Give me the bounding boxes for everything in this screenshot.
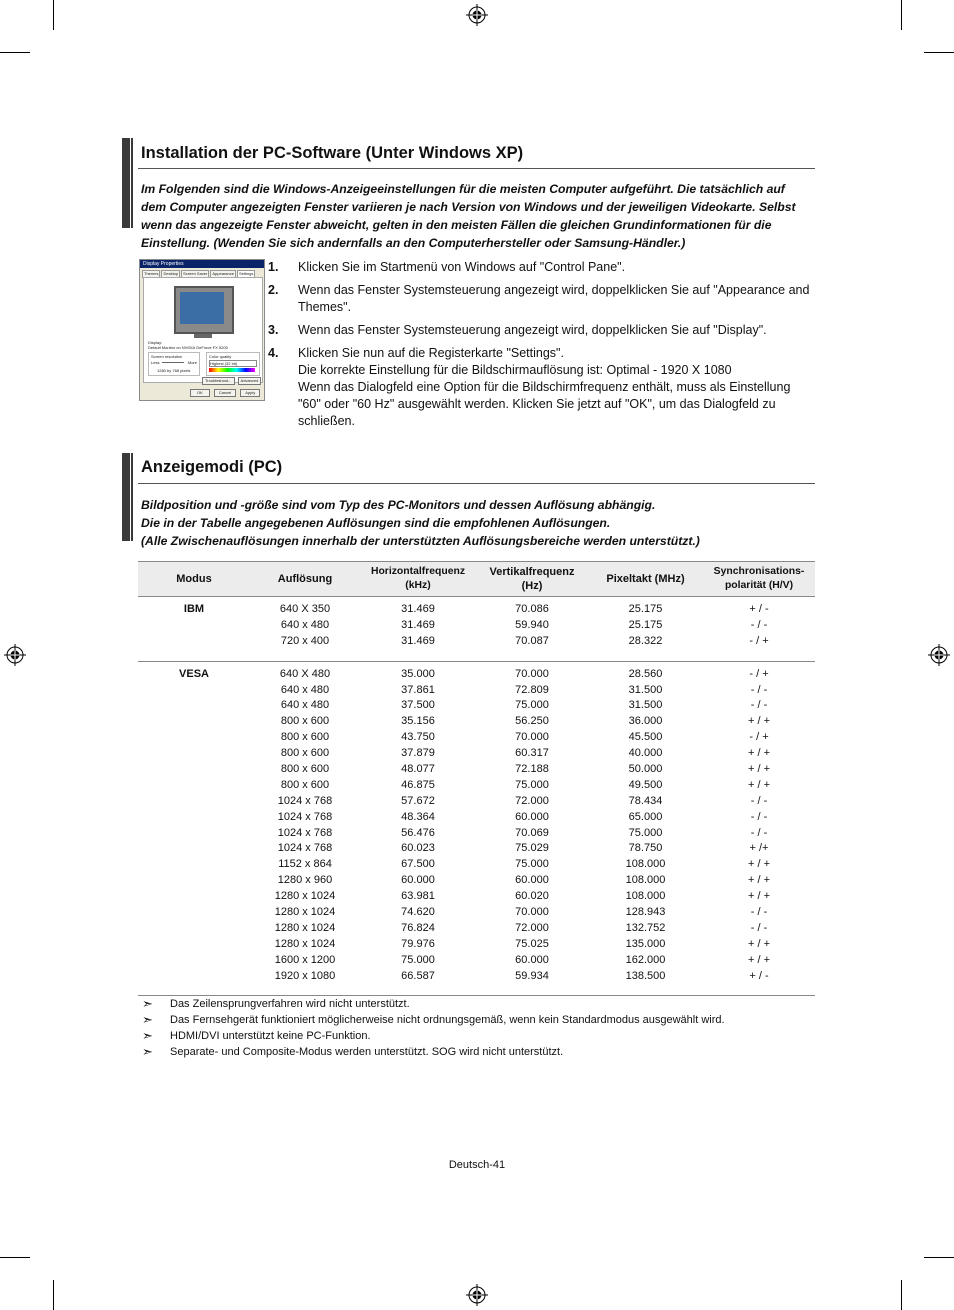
dialog-tab: Appearance: [212, 271, 234, 276]
crop-mark: [924, 1257, 954, 1258]
table-cell: 72.000: [515, 921, 549, 934]
registration-mark-icon: [4, 644, 26, 666]
table-cell: 800 x 600: [280, 747, 330, 760]
table-cell: 135.000: [625, 937, 666, 950]
display-modes-table: [138, 561, 815, 996]
notes-list: [142, 996, 725, 1060]
installation-steps: [268, 259, 816, 436]
table-cell: 108.000: [625, 874, 666, 887]
table-cell: - / -: [750, 906, 768, 919]
table-cell: 35.156: [401, 715, 435, 728]
table-cell: 640 x 480: [280, 618, 330, 631]
table-cell: 28.322: [628, 634, 663, 647]
table-cell: 57.672: [401, 794, 435, 807]
table-cell: 1280 x 1024: [274, 890, 336, 903]
registration-mark-icon: [466, 1284, 488, 1306]
table-cell: 31.469: [401, 634, 435, 647]
table-cell: 60.000: [515, 810, 549, 823]
table-cell: 162.000: [625, 953, 666, 966]
table-cell: 1920 x 1080: [274, 969, 336, 982]
table-cell: 63.981: [401, 890, 435, 903]
table-cell: 25.175: [628, 618, 663, 631]
intro-line: (Alle Zwischenauflösungen innerhalb der unterstützten Auflösungsbereiche werden unterstützt.): [141, 534, 700, 548]
crop-mark: [0, 1257, 30, 1258]
column-header: Pixeltakt (MHz): [588, 562, 703, 597]
note-item: [142, 1012, 725, 1028]
table-cell: 72.188: [515, 763, 549, 776]
table-cell: 59.934: [515, 969, 549, 982]
table-cell: 1280 x 1024: [274, 921, 336, 934]
table-cell: 75.000: [401, 953, 435, 966]
dialog-apply-button: Apply: [240, 389, 260, 397]
dialog-color-select: Highest (32 bit): [209, 360, 257, 367]
crop-mark: [0, 52, 30, 53]
mode-cell: [138, 597, 250, 662]
section-accent-bar: [122, 453, 130, 541]
table-cell: 36.000: [628, 715, 663, 728]
table-cell: 59.940: [515, 618, 549, 631]
table-cell: 800 x 600: [280, 715, 330, 728]
table-column-cell: [588, 597, 703, 662]
table-cell: 720 x 400: [280, 634, 330, 647]
step-text: Wenn das Fenster Systemsteuerung angezeigt wird, doppelklicken Sie auf "Display".: [298, 323, 767, 337]
table-cell: 1024 x 768: [277, 842, 333, 855]
table-cell: 75.025: [515, 937, 549, 950]
table-cell: 800 x 600: [280, 778, 330, 791]
table-cell: 66.587: [401, 969, 435, 982]
table-cell: 75.000: [628, 826, 663, 839]
section-title-installation: Installation der PC-Software (Unter Windows XP): [141, 144, 524, 162]
table-cell: 1600 x 1200: [274, 953, 336, 966]
arrow-icon: ➣: [142, 996, 153, 1011]
arrow-icon: ➣: [142, 1044, 153, 1059]
title-rule: [138, 168, 815, 169]
table-cell: 65.000: [628, 810, 663, 823]
table-cell: 800 x 600: [280, 763, 330, 776]
table-cell: 75.000: [515, 858, 549, 871]
table-cell: 60.020: [515, 890, 549, 903]
step-item: [268, 282, 816, 316]
step-number: 1.: [268, 260, 279, 274]
table-cell: 56.476: [401, 826, 435, 839]
table-cell: 31.469: [401, 603, 435, 615]
title-rule: [138, 483, 815, 484]
dialog-tab-active: Settings: [238, 271, 254, 276]
table-cell: + /+: [749, 842, 769, 855]
mode-label: VESA: [179, 667, 209, 680]
table-cell: 35.000: [401, 667, 435, 680]
table-cell: 1024 x 768: [277, 794, 333, 807]
table-cell: 75.000: [515, 778, 549, 791]
intro-text: Im Folgenden sind die Windows-Anzeigeeinstellungen für die meisten Computer aufgeführt. Die tatsächlich auf dem Computer angezeigten Fenster variieren je nach Version von Windows und der jeweiligen Videokarte. Selbst wenn das angezeigte Fenster abweicht, gelten in den meisten Fällen die gleichen Grundinformationen für die Einstellung. (Wenden Sie sich andernfalls an den Computerhersteller oder Samsung-Händler.): [141, 182, 796, 250]
dialog-advanced-button: Advanced: [238, 377, 262, 385]
table-row-group: [138, 661, 815, 996]
crop-mark: [924, 52, 954, 53]
dialog-resolution-value: 1280 by 768 pixels: [157, 368, 191, 373]
table-cell: + / +: [747, 874, 771, 887]
table-cell: 70.087: [515, 634, 549, 647]
table-cell: 49.500: [628, 778, 663, 791]
step-text: Klicken Sie nun auf die Registerkarte "Settings".: [298, 346, 564, 360]
dialog-color-bar: [209, 368, 255, 372]
table-cell: 78.750: [628, 842, 663, 855]
mode-cell: [138, 661, 250, 996]
display-properties-dialog-image: [139, 259, 265, 401]
page-number: Deutsch-41: [448, 1159, 506, 1171]
table-cell: 800 x 600: [280, 731, 330, 744]
table-cell: - / -: [750, 699, 768, 712]
table-cell: + / -: [749, 603, 769, 615]
table-cell: 28.560: [628, 667, 663, 680]
table-cell: 1152 x 864: [278, 858, 332, 871]
dialog-troubleshoot-button: Troubleshoot...: [202, 377, 235, 385]
table-cell: 31.469: [401, 618, 435, 631]
dialog-cancel-button: Cancel: [214, 389, 236, 397]
table-cell: - / -: [750, 618, 768, 631]
table-cell: 108.000: [625, 858, 666, 871]
table-cell: + / +: [747, 937, 771, 950]
dialog-tab: Themes: [144, 271, 159, 276]
table-cell: 72.809: [515, 683, 549, 696]
table-cell: 640 X 350: [279, 603, 331, 615]
crop-mark: [53, 0, 54, 30]
dialog-display-label: Display:: [148, 340, 163, 345]
table-cell: 60.000: [401, 874, 435, 887]
table-cell: 132.752: [625, 921, 666, 934]
step-item: [268, 345, 816, 430]
table-cell: 60.000: [515, 874, 549, 887]
table-cell: 31.500: [628, 699, 663, 712]
section-accent-bar: [131, 138, 133, 228]
table-cell: 37.861: [401, 683, 435, 696]
step-text: Wenn das Fenster Systemsteuerung angezeigt wird, doppelklicken Sie auf "Appearance and Themes".: [298, 283, 810, 314]
section-title-display-modes: Anzeigemodi (PC): [141, 458, 283, 476]
table-cell: 45.500: [628, 731, 663, 744]
section-accent-bar: [131, 453, 133, 541]
registration-mark-icon: [928, 644, 950, 666]
table-cell: 43.750: [401, 731, 435, 744]
crop-mark: [901, 0, 902, 30]
table-cell: 48.077: [401, 763, 435, 776]
step-text: Klicken Sie im Startmenü von Windows auf "Control Pane".: [298, 260, 626, 274]
table-cell: - / +: [749, 731, 769, 744]
dialog-less-label: Less: [151, 360, 160, 365]
column-header: Horizontalfrequenz (kHz): [360, 562, 476, 597]
table-cell: + / +: [747, 858, 771, 871]
table-cell: 74.620: [401, 906, 435, 919]
table-cell: 70.069: [515, 826, 549, 839]
arrow-icon: ➣: [142, 1012, 153, 1027]
table-cell: 1280 x 1024: [274, 937, 336, 950]
column-header: Synchronisations-polarität (H/V): [703, 562, 815, 597]
step-item: [268, 322, 816, 339]
column-header: Vertikalfrequenz (Hz): [476, 562, 588, 597]
section-intro-display-modes: [141, 496, 813, 550]
table-cell: 46.875: [401, 778, 435, 791]
table-cell: 76.824: [401, 921, 435, 934]
note-item: [142, 996, 725, 1012]
table-cell: 1280 x 960: [277, 874, 333, 887]
dialog-resolution-label: Screen resolution: [151, 354, 183, 359]
dialog-color-label: Color quality: [209, 354, 232, 359]
table-cell: 79.976: [401, 937, 435, 950]
column-header: Auflösung: [250, 562, 360, 597]
intro-line: Bildposition und -größe sind vom Typ des PC-Monitors und dessen Auflösung abhängig.: [141, 498, 656, 512]
table-cell: + / +: [747, 890, 771, 903]
table-cell: 78.434: [628, 794, 663, 807]
table-cell: 70.000: [515, 667, 549, 680]
table-cell: 640 x 480: [280, 683, 330, 696]
table-cell: + / +: [747, 747, 771, 760]
note-text: HDMI/DVI unterstützt keine PC-Funktion.: [170, 1030, 371, 1042]
step-item: [268, 259, 816, 276]
crop-mark: [53, 1280, 54, 1310]
note-text: Das Zeilensprungverfahren wird nicht unterstützt.: [170, 998, 410, 1010]
table-column-cell: [476, 661, 588, 996]
registration-mark-icon: [466, 4, 488, 26]
section-intro-installation: [141, 180, 813, 252]
note-text: Separate- und Composite-Modus werden unterstützt. SOG wird nicht unterstützt.: [170, 1046, 564, 1058]
note-text: Das Fernsehgerät funktioniert möglicherweise nicht ordnungsgemäß, wenn kein Standardmodus ausgewählt wird.: [170, 1014, 725, 1026]
step-number: 3.: [268, 323, 279, 337]
note-item: [142, 1044, 725, 1060]
table-column-cell: [703, 597, 815, 662]
table-cell: 72.000: [515, 794, 549, 807]
table-column-cell: [360, 661, 476, 996]
table-cell: 640 x 480: [280, 699, 330, 712]
table-cell: - / +: [749, 667, 769, 680]
table-column-cell: [476, 597, 588, 662]
note-item: [142, 1028, 725, 1044]
mode-label: IBM: [183, 603, 205, 615]
table-cell: + / -: [749, 969, 769, 982]
section-accent-bar: [122, 138, 130, 228]
monitor-preview: [174, 286, 234, 334]
table-column-cell: [703, 661, 815, 996]
table-cell: 138.500: [625, 969, 666, 982]
table-cell: 48.364: [401, 810, 435, 823]
table-cell: + / +: [747, 778, 771, 791]
table-column-cell: [250, 661, 360, 996]
table-cell: 50.000: [628, 763, 663, 776]
step-number: 2.: [268, 283, 279, 297]
column-header: Modus: [138, 562, 250, 597]
table-row-group: [138, 597, 815, 662]
table-cell: 108.000: [625, 890, 666, 903]
table-cell: 128.943: [625, 906, 666, 919]
table-cell: - / -: [750, 794, 768, 807]
crop-mark: [901, 1280, 902, 1310]
step-text: Die korrekte Einstellung für die Bildschirmauflösung ist: Optimal - 1920 X 1080: [298, 363, 732, 377]
table-column-cell: [588, 661, 703, 996]
table-cell: + / +: [747, 953, 771, 966]
table-cell: 75.000: [515, 699, 549, 712]
intro-line: Die in der Tabelle angegebenen Auflösungen sind die empfohlenen Auflösungen.: [141, 516, 611, 530]
table-cell: 60.317: [515, 747, 549, 760]
table-cell: 1024 x 768: [277, 826, 333, 839]
table-cell: 37.500: [401, 699, 435, 712]
table-cell: 60.000: [515, 953, 549, 966]
dialog-ok-button: OK: [190, 389, 210, 397]
table-cell: + / +: [747, 763, 771, 776]
table-cell: 70.000: [515, 731, 549, 744]
table-cell: 37.879: [401, 747, 435, 760]
table-cell: 60.023: [401, 842, 435, 855]
step-number: 4.: [268, 346, 279, 360]
table-cell: 70.086: [515, 603, 549, 615]
table-cell: 31.500: [628, 683, 663, 696]
table-cell: - / -: [750, 826, 768, 839]
table-cell: 640 X 480: [279, 667, 331, 680]
table-cell: - / -: [750, 921, 768, 934]
table-column-cell: [250, 597, 360, 662]
dialog-resolution-slider: [162, 362, 184, 363]
dialog-tab: Screen Saver: [183, 271, 208, 276]
table-cell: - / -: [750, 810, 768, 823]
step-text: Wenn das Dialogfeld eine Option für die Bildschirmfrequenz enthält, muss als Einstellung "60" oder "60 Hz" ausgewählt werden. Klicken Sie jetzt auf "OK", um das Dialogfeld zu schließen.: [298, 380, 791, 428]
table-cell: + / +: [747, 715, 771, 728]
dialog-title: Display Properties: [140, 260, 264, 268]
table-cell: 40.000: [628, 747, 663, 760]
table-cell: 67.500: [401, 858, 435, 871]
dialog-tab: Desktop: [163, 271, 179, 276]
table-cell: 1024 x 768: [277, 810, 333, 823]
arrow-icon: ➣: [142, 1028, 153, 1043]
table-cell: 75.029: [515, 842, 549, 855]
table-cell: 1280 x 1024: [274, 906, 336, 919]
table-cell: - / +: [749, 634, 769, 647]
table-cell: 56.250: [515, 715, 549, 728]
table-column-cell: [360, 597, 476, 662]
table-cell: 25.175: [628, 603, 663, 615]
table-cell: 70.000: [515, 906, 549, 919]
dialog-more-label: More: [187, 360, 197, 365]
dialog-display-value: Default Monitor on NVIDIA GeForce FX 5200: [148, 345, 228, 350]
table-cell: - / -: [750, 683, 768, 696]
